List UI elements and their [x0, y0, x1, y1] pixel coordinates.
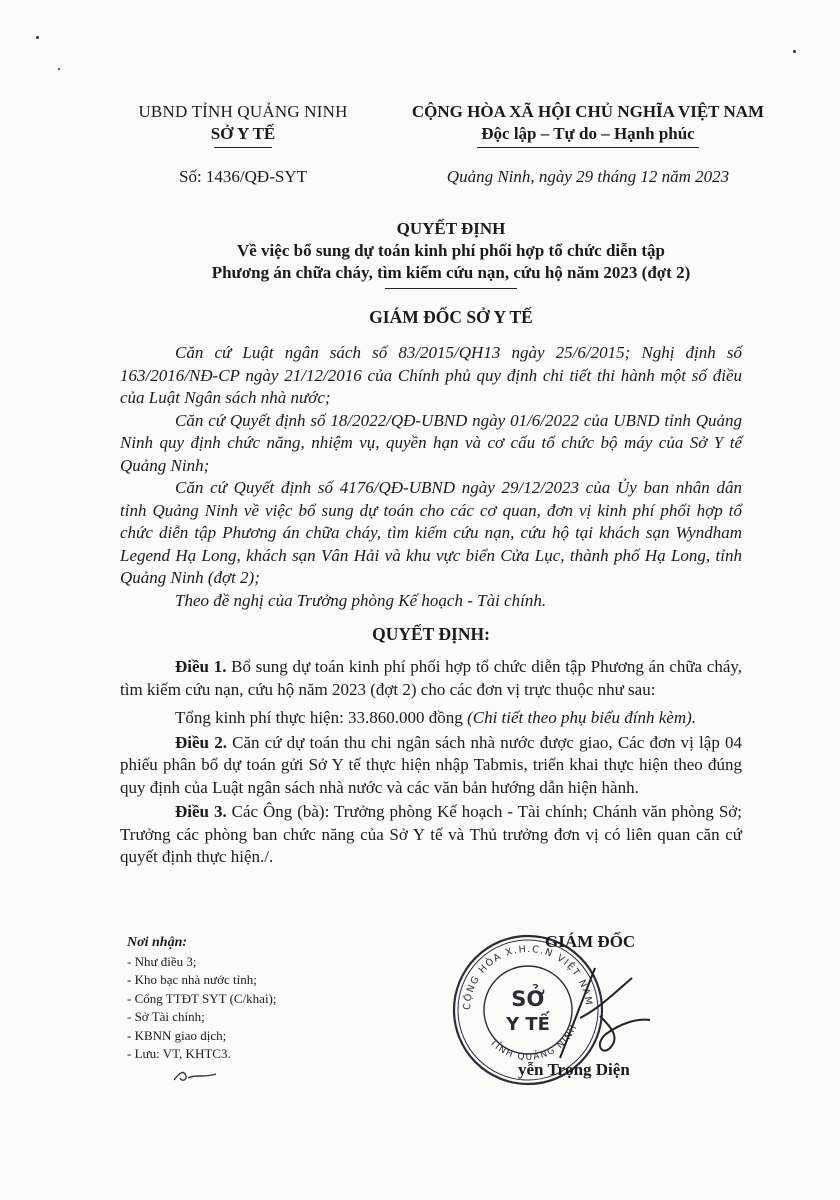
- doc-type: QUYẾT ĐỊNH: [396, 219, 506, 238]
- seal-center-line-2: Y TẾ: [506, 1014, 550, 1035]
- issuer-dept: SỞ Y TẾ: [210, 124, 276, 143]
- article-1: [120, 656, 742, 701]
- seal-bottom-text: TỈNH QUẢNG NINH: [487, 1022, 580, 1063]
- decision-heading: QUYẾT ĐỊNH:: [372, 624, 490, 644]
- article-2: [120, 732, 742, 800]
- basis-paragraph: Căn cứ Luật ngân sách số 83/2015/QH13 ngày 25/6/2015; Nghị định số 163/2016/NĐ-CP ngày 21/12/2016 của Chính phủ quy định chi tiết thi hành một số điều của Luật Ngân sách nhà nước;: [120, 343, 742, 407]
- basis-paragraph: Theo đề nghị của Trưởng phòng Kế hoạch - Tài chính.: [175, 590, 547, 610]
- initials-mark: [170, 1066, 220, 1086]
- list-item: - Như điều 3;: [127, 953, 197, 969]
- scan-speck: [58, 68, 60, 70]
- recipients-block: [127, 934, 427, 1064]
- seal-center-line-1: SỞ: [511, 987, 545, 1011]
- total-budget-note: (Chi tiết theo phụ biểu đính kèm).: [467, 708, 697, 727]
- total-budget: [120, 707, 742, 730]
- list-item: - Sở Tài chính;: [127, 1009, 205, 1024]
- article-1-label: Điều 1.: [175, 657, 227, 676]
- national-motto: Độc lập – Tự do – Hạnh phúc: [481, 124, 695, 143]
- national-header: [388, 101, 788, 188]
- recipients-heading: Nơi nhận:: [127, 935, 188, 950]
- title-line-1: Về việc bổ sung dự toán kinh phí phối hợp tổ chức diễn tập: [236, 241, 665, 260]
- basis-paragraph: Căn cứ Quyết định số 18/2022/QĐ-UBND ngày 01/6/2022 của UBND tỉnh Quảng Ninh quy định chức năng, nhiệm vụ, quyền hạn và cơ cấu tổ chức bộ máy của Sở Y tế Quảng Ninh;: [120, 410, 742, 475]
- issuing-authority: GIÁM ĐỐC SỞ Y TẾ: [369, 307, 533, 327]
- handwritten-signature: [540, 948, 660, 1068]
- scan-speck: [36, 36, 39, 39]
- list-item: - KBNN giao dịch;: [127, 1027, 227, 1043]
- issuer-header: [118, 101, 368, 188]
- article-2-text: Căn cứ dự toán thu chi ngân sách nhà nước được giao, Các đơn vị lập 04 phiếu phân bổ dự toán gửi Sở Y tế thực hiện nhập Tabmis, triển khai thực hiện theo đúng quy định của Luật ngân sách nhà nước và các văn bản hướng dẫn hiện hành.: [120, 732, 743, 797]
- article-2-label: Điều 2.: [175, 732, 227, 752]
- list-item: - Cổng TTĐT SYT (C/khai);: [127, 990, 277, 1006]
- issuer-underline: [214, 147, 272, 148]
- issuer-org: UBND TỈNH QUẢNG NINH: [138, 102, 348, 121]
- article-3-label: Điều 3.: [175, 802, 227, 821]
- title-underline: [385, 288, 517, 289]
- scan-speck: [793, 50, 796, 53]
- motto-underline: [477, 147, 699, 148]
- article-3: [120, 801, 742, 869]
- document-number: Số: 1436/QĐ-SYT: [179, 167, 307, 186]
- article-3-text: Các Ông (bà): Trưởng phòng Kế hoạch - Tài chính; Chánh văn phòng Sở; Trưởng các phòng ban chức năng của Sở Y tế và Thủ trưởng đơn vị có liên quan căn cứ quyết định thực hiện./.: [120, 802, 743, 866]
- basis-paragraph: Căn cứ Quyết định số 4176/QĐ-UBND ngày 29/12/2023 của Ủy ban nhân dân tỉnh Quảng Ninh về việc bổ sung dự toán cho các cơ quan, đơn vị kinh phí phối hợp tổ chức diễn tập Phương án chữa cháy, tìm kiếm cứu nạn, cứu hộ tại khách sạn Wyndham Legend Hạ Long, khách sạn Vân Hải và khu vực biển Cửa Lục, thành phố Hạ Long, tỉnh Quảng Ninh (đợt 2);: [120, 478, 742, 587]
- issue-date: Quảng Ninh, ngày 29 tháng 12 năm 2023: [446, 167, 730, 186]
- total-budget-text: Tổng kinh phí thực hiện: 33.860.000 đồng: [175, 708, 468, 727]
- article-1-text: Bổ sung dự toán kinh phí phối hợp tổ chức diễn tập Phương án chữa cháy, tìm kiếm cứu nạn, cứu hộ năm 2023 (đợt 2) cho các đơn vị trực thuộc như sau:: [120, 657, 743, 699]
- signer-title: GIÁM ĐỐC: [545, 932, 636, 951]
- list-item: - Kho bạc nhà nước tỉnh;: [127, 972, 257, 987]
- recipients-list: [127, 953, 427, 1064]
- title-line-2: Phương án chữa cháy, tìm kiếm cứu nạn, cứu hộ năm 2023 (đợt 2): [211, 263, 691, 282]
- list-item: - Lưu: VT, KHTC3.: [127, 1046, 231, 1061]
- signer-name: yễn Trọng Diện: [518, 1060, 630, 1079]
- document-title: [120, 218, 782, 289]
- legal-bases: [120, 342, 742, 612]
- country-name: CỘNG HÒA XÃ HỘI CHỦ NGHĨA VIỆT NAM: [411, 102, 765, 121]
- articles: [120, 656, 742, 871]
- seal-ring-text: CỘNG HÒA X.H.C.N VIỆT NAM: [461, 943, 595, 1011]
